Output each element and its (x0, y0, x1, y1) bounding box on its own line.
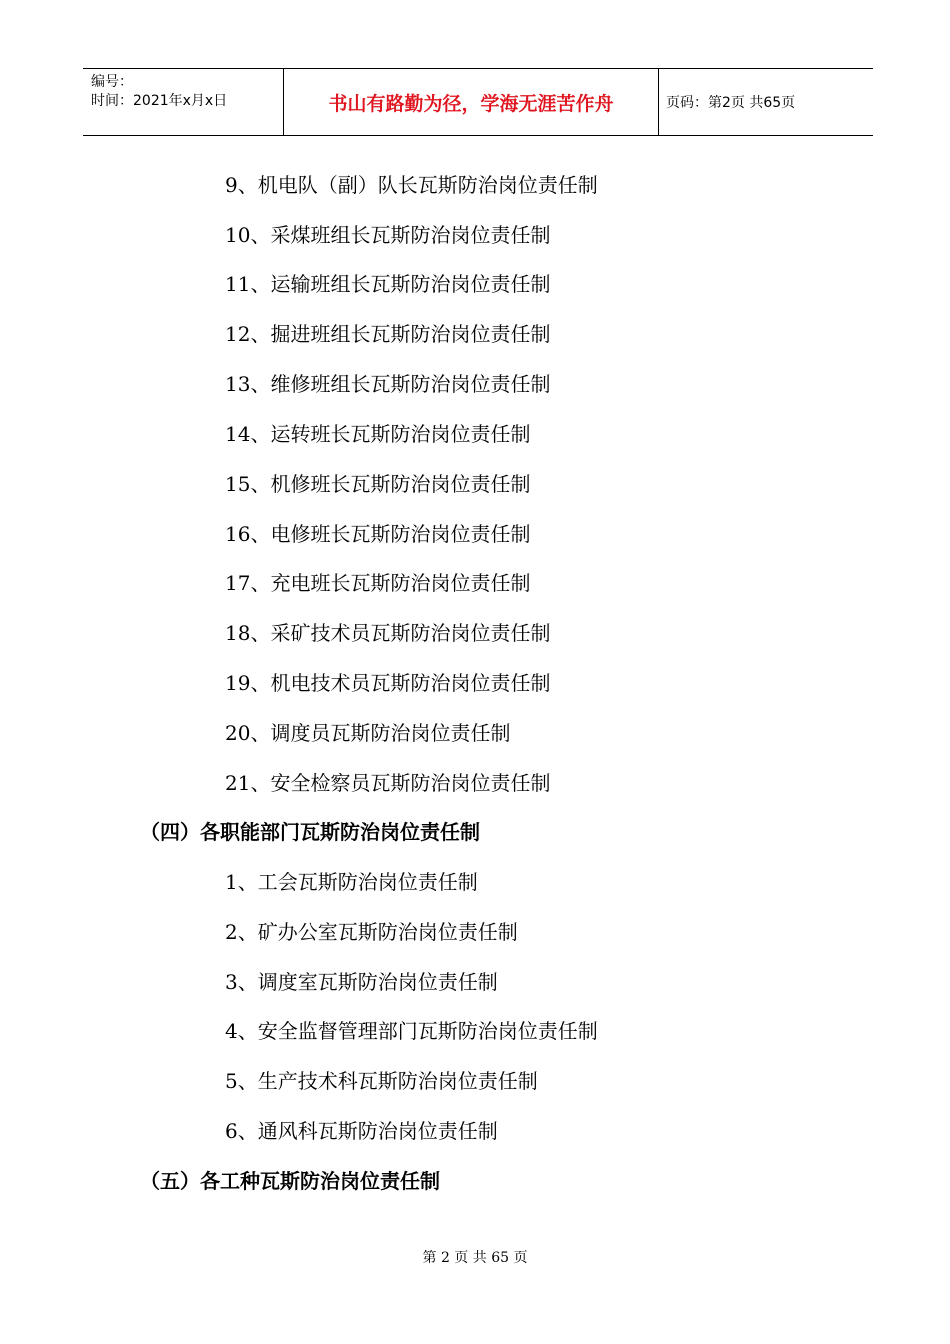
page-header (83, 68, 873, 136)
header-motto: 书山有路勤为径，学海无涯苦作舟 (328, 92, 614, 115)
list-item: 1、工会瓦斯防治岗位责任制 (225, 870, 478, 894)
list-item: 17、充电班长瓦斯防治岗位责任制 (225, 571, 531, 595)
list-item: 6、通风科瓦斯防治岗位责任制 (225, 1119, 498, 1143)
list-item: 3、调度室瓦斯防治岗位责任制 (225, 970, 498, 994)
list-item: 21、安全检察员瓦斯防治岗位责任制 (225, 771, 551, 795)
document-time-label: 时间：2021年x月x日 (91, 93, 228, 109)
header-page-info: 页码：第2页 共65页 (666, 95, 796, 111)
list-item: 10、采煤班组长瓦斯防治岗位责任制 (225, 223, 551, 247)
document-number-label: 编号： (91, 74, 133, 90)
list-item: 11、运输班组长瓦斯防治岗位责任制 (225, 272, 551, 296)
list-item: 18、采矿技术员瓦斯防治岗位责任制 (225, 621, 551, 645)
list-item: 4、安全监督管理部门瓦斯防治岗位责任制 (225, 1019, 598, 1043)
page-footer: 第 2 页 共 65 页 (422, 1250, 528, 1266)
header-meta (83, 69, 283, 135)
list-item: 2、矿办公室瓦斯防治岗位责任制 (225, 920, 518, 944)
list-item: 20、调度员瓦斯防治岗位责任制 (225, 721, 511, 745)
list-item: 15、机修班长瓦斯防治岗位责任制 (225, 472, 531, 496)
section-heading: （四）各职能部门瓦斯防治岗位责任制 (140, 820, 480, 844)
list-item: 12、掘进班组长瓦斯防治岗位责任制 (225, 322, 551, 346)
list-item: 9、机电队（副）队长瓦斯防治岗位责任制 (225, 173, 598, 197)
list-item: 14、运转班长瓦斯防治岗位责任制 (225, 422, 531, 446)
list-item: 19、机电技术员瓦斯防治岗位责任制 (225, 671, 551, 695)
list-item: 5、生产技术科瓦斯防治岗位责任制 (225, 1069, 538, 1093)
list-item: 16、电修班长瓦斯防治岗位责任制 (225, 522, 531, 546)
section-heading: （五）各工种瓦斯防治岗位责任制 (140, 1169, 440, 1193)
header-divider (658, 69, 659, 135)
list-item: 13、维修班组长瓦斯防治岗位责任制 (225, 372, 551, 396)
